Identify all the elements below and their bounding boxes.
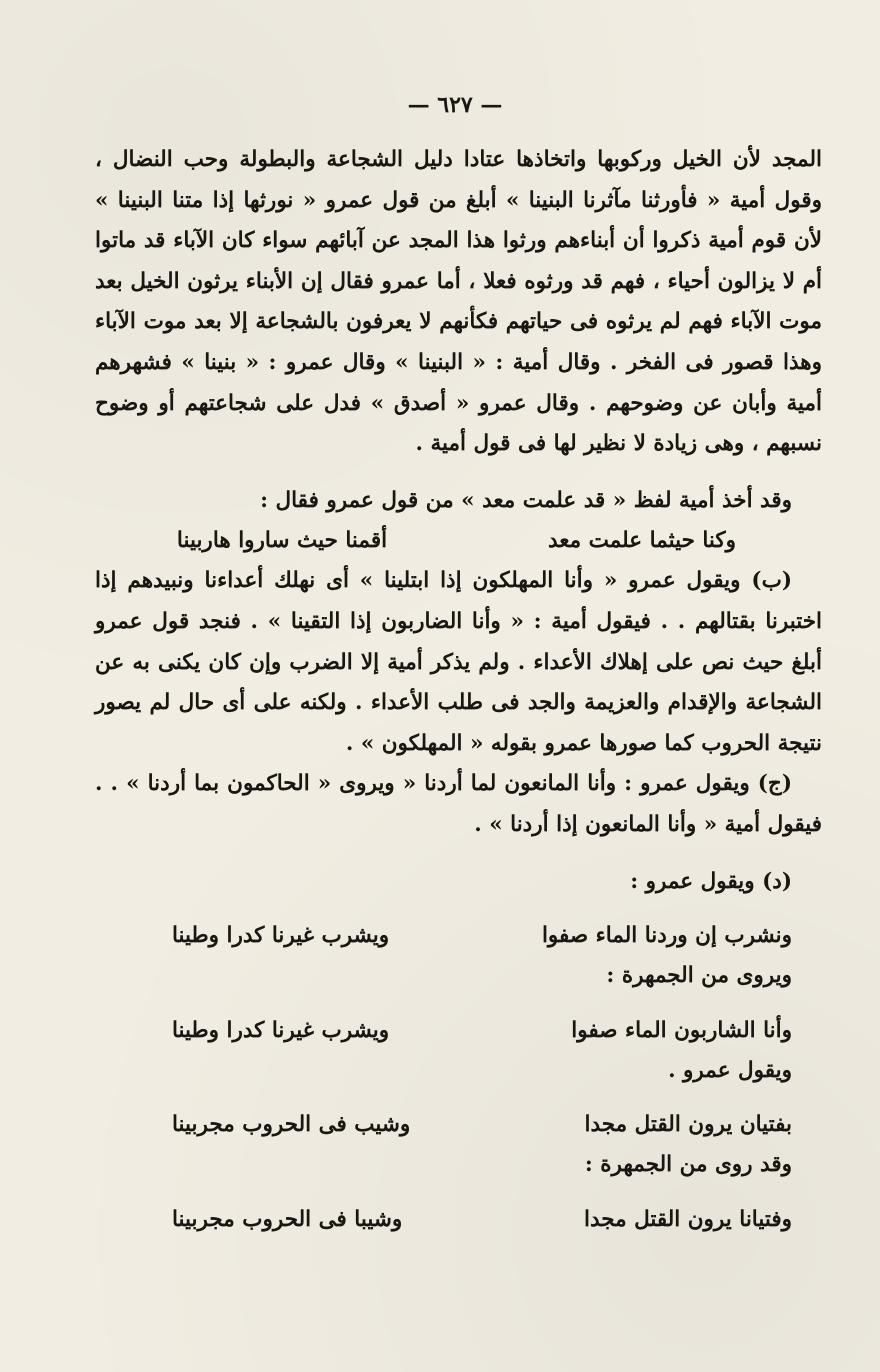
poetry-verse bbox=[172, 916, 792, 956]
verse-first-hemistich: ونشرب إن وردنا الماء صفوا bbox=[541, 923, 792, 949]
page-number: — ٦٢٧ — bbox=[407, 92, 503, 118]
poetry-verse bbox=[172, 1105, 792, 1145]
paragraph-section-b: (ب) ويقول عمرو « وأنا المهلكون إذا ابتلينا » أى نهلك أعداءنا ونبيدهم إذا اختبرنا بقتالهم . . فيقول أمية : « وأنا الضاربون إذا التقينا » . فنجد قول عمرو أبلغ حيث نص على إهلاك الأعداء . ولم يذكر أمية إلا الضرب وإن كان يكنى به عن الشجاعة والإقدام والعزيمة والجد فى طلب الأعداء . ولكنه على أى حال لم يصور نتيجة الحروب كما صورها عمرو بقوله « المهلكون » . bbox=[95, 568, 822, 756]
verse-second-hemistich: ويشرب غيرنا كدرا وطينا bbox=[172, 923, 390, 949]
verse-intro-line: وقد أخذ أمية لفظ « قد علمت معد » من قول عمرو فقال : bbox=[260, 487, 792, 513]
verse-first-hemistich: وأنا الشاربون الماء صفوا bbox=[571, 1017, 792, 1043]
verse-intro-line: ويروى من الجمهرة : bbox=[606, 963, 792, 989]
verse-first-hemistich: وفتيانا يرون القتل مجدا bbox=[583, 1206, 792, 1232]
verse-first-hemistich: وكنا حيثما علمت معد bbox=[547, 528, 737, 554]
paragraph-section-c: (ج) ويقول عمرو : وأنا المانعون لما أردنا « ويروى « الحاكمون بما أردنا » . . فيقول أمية « وأنا المانعون إذا أردنا » . bbox=[95, 771, 822, 837]
verse-second-hemistich: أقمنا حيث ساروا هاربينا bbox=[176, 528, 388, 554]
verse-intro-line: وقد روى من الجمهرة : bbox=[584, 1152, 792, 1178]
poetry-verse bbox=[152, 521, 787, 561]
paragraph-comparison-umayya-amr: المجد لأن الخيل وركوبها واتخاذها عتادا دليل الشجاعة والبطولة وحب النضال ، وقول أمية « فأورثنا مآثرنا البنينا » أبلغ من قول عمرو « نورثها إذا متنا البنينا » لأن قوم أمية ذكروا أن أبناءهم ورثوا هذا المجد عن آبائهم سواء كان الآباء قد ماتوا أم لا يزالون أحياء ، فهم قد ورثوه فعلا ، أما عمرو فقال إن الأبناء يرثون الخيل بعد موت الآباء فهم لم يرثوه فى حياتهم فكأنهم لا يعرفون بالشجاعة إلا بعد موت الآباء وهذا قصور فى الفخر . وقال أمية : « البنينا » وقال عمرو : « بنينا » فشهرهم أمية وأبان عن وضوحهم . وقال عمرو « أصدق » فدل على شجاعتهم أو وضوح نسبهم ، وهى زيادة لا نظير لها فى قول أمية . bbox=[95, 147, 822, 457]
verse-intro-line: (د) ويقول عمرو : bbox=[630, 868, 792, 894]
poetry-verse bbox=[172, 1200, 792, 1240]
verse-second-hemistich: ويشرب غيرنا كدرا وطينا bbox=[172, 1017, 390, 1043]
verse-intro-line: ويقول عمرو . bbox=[668, 1057, 792, 1083]
verse-first-hemistich: بفتيان يرون القتل مجدا bbox=[584, 1112, 792, 1138]
verse-second-hemistich: وشيبا فى الحروب مجربينا bbox=[172, 1206, 403, 1232]
poetry-verse bbox=[172, 1011, 792, 1051]
page-body bbox=[95, 140, 822, 1240]
verse-second-hemistich: وشيب فى الحروب مجربينا bbox=[172, 1112, 411, 1138]
